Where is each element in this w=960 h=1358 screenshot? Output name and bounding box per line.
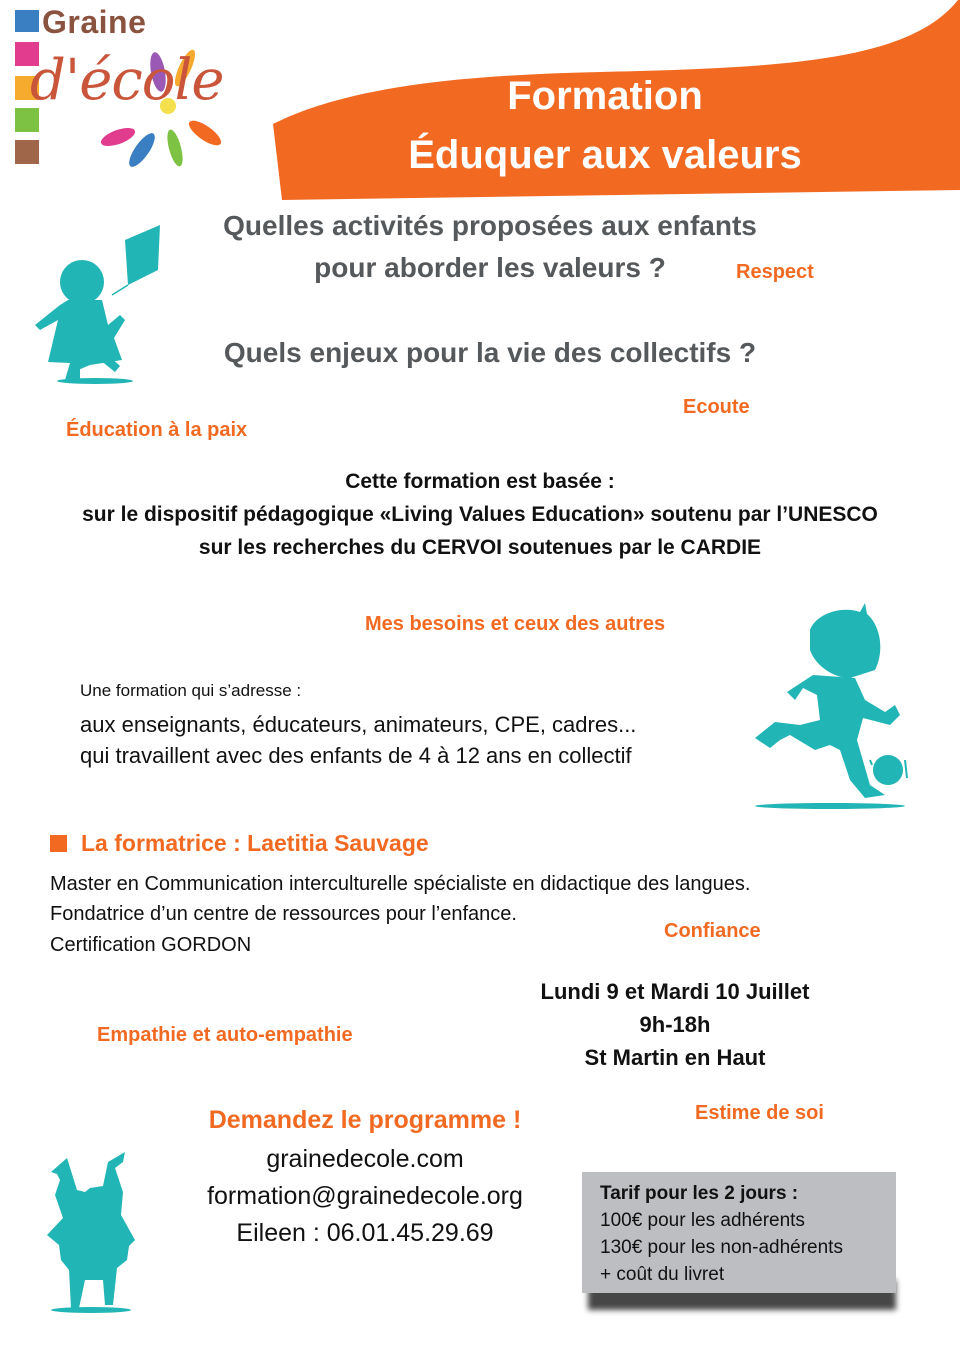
contact-email-link[interactable]: formation@grainedecole.org — [207, 1182, 523, 1210]
trainer-line-fondatrice: Fondatrice d’un centre de ressources pour l’enfance. — [50, 903, 517, 925]
pricing-box — [582, 1172, 896, 1293]
square-bullet-icon — [50, 835, 67, 852]
event-place: St Martin en Haut — [584, 1045, 766, 1070]
basis-line-lve: sur le dispositif pédagogique «Living Values Education» soutenu par l’UNESCO — [82, 503, 878, 526]
question-activities-line1: Quelles activités proposées aux enfants — [223, 210, 757, 241]
keyword-ecoute: Ecoute — [683, 396, 750, 418]
handstand-kid-icon — [45, 1150, 145, 1315]
trainer-heading — [50, 830, 429, 857]
contact-website-link[interactable]: grainedecole.com — [266, 1145, 464, 1173]
trainer-line-master: Master en Communication interculturelle spécialiste en didactique des langues. — [50, 873, 751, 895]
banner-title-line1: Formation — [507, 74, 703, 118]
kite-girl-icon — [30, 220, 165, 385]
audience-line1: aux enseignants, éducateurs, animateurs, CPE, cadres... — [80, 712, 637, 737]
keyword-education-paix: Éducation à la paix — [66, 419, 248, 441]
audience-label: Une formation qui s’adresse : — [80, 681, 302, 700]
event-hours: 9h-18h — [639, 1012, 711, 1037]
keyword-confiance: Confiance — [664, 920, 761, 942]
banner-title-line2: Éduquer aux valeurs — [408, 133, 802, 177]
question-activities-line2: pour aborder les valeurs ? — [314, 252, 666, 283]
question-collectifs: Quels enjeux pour la vie des collectifs ? — [223, 337, 757, 368]
keyword-besoins: Mes besoins et ceux des autres — [365, 613, 666, 635]
trainer-line-certification: Certification GORDON — [50, 934, 252, 956]
event-dates: Lundi 9 et Mardi 10 Juillet — [540, 979, 810, 1004]
logo-text-graine: Graine — [42, 4, 147, 40]
logo-text-decole: d'école — [30, 48, 224, 113]
keyword-estime: Estime de soi — [695, 1102, 824, 1124]
keyword-empathie: Empathie et auto-empathie — [97, 1024, 353, 1046]
pricing-title: Tarif pour les 2 jours : — [600, 1183, 799, 1204]
keyword-respect: Respect — [736, 261, 814, 283]
audience-line2: qui travaillent avec des enfants de 4 à 12 ans en collectif — [80, 743, 632, 768]
logo — [0, 0, 270, 170]
basis-line-cervoi: sur les recherches du CERVOI soutenues par le CARDIE — [198, 536, 762, 559]
contact-phone: Eileen : 06.01.45.29.69 — [236, 1219, 494, 1247]
pricing-non-members: 130€ pour les non-adhérents — [600, 1237, 843, 1258]
soccer-boy-icon — [745, 600, 920, 810]
pricing-members: 100€ pour les adhérents — [600, 1210, 805, 1231]
pricing-extra: + coût du livret — [600, 1264, 725, 1285]
cta-programme: Demandez le programme ! — [208, 1106, 522, 1134]
trainer-heading-text: La formatrice : Laetitia Sauvage — [81, 830, 429, 856]
basis-title: Cette formation est basée : — [345, 470, 615, 493]
